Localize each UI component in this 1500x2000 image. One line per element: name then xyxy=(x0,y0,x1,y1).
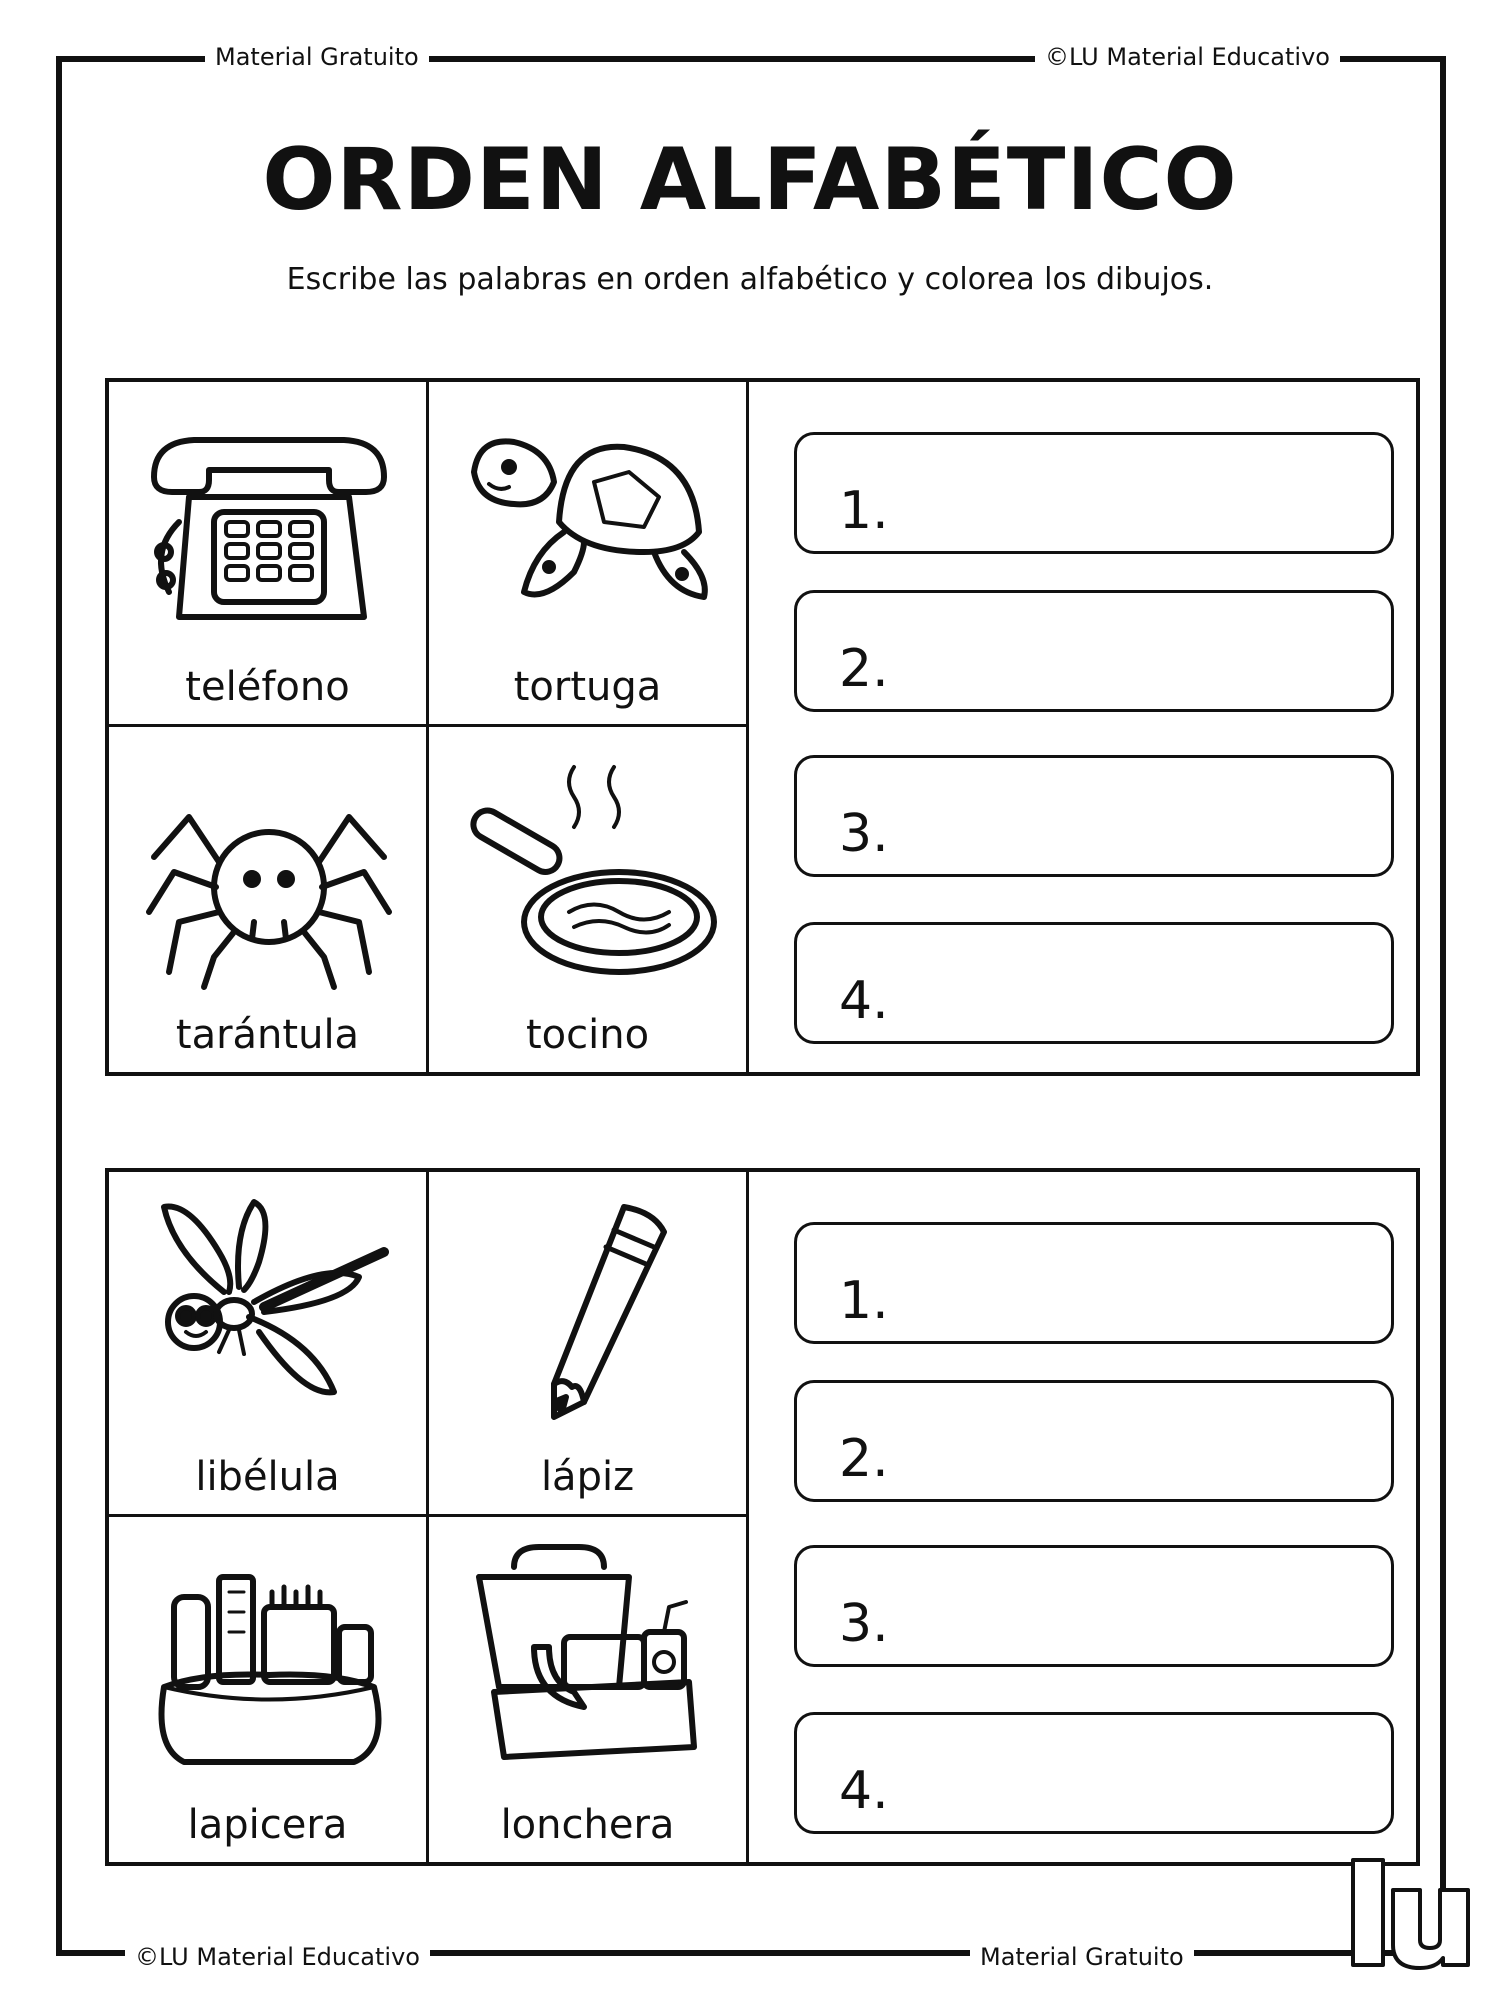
answer-number: 2. xyxy=(839,639,889,699)
dragonfly-icon xyxy=(134,1192,404,1442)
page-title: ORDEN ALFABÉTICO xyxy=(262,130,1238,230)
word-card xyxy=(109,727,429,1072)
footer-right-label: Material Gratuito xyxy=(970,1942,1194,1972)
word-label: tarántula xyxy=(175,1012,360,1058)
pencil-case-icon xyxy=(134,1537,404,1787)
spider-icon xyxy=(134,747,404,997)
footer-left-label: ©LU Material Educativo xyxy=(125,1942,430,1972)
activity-2 xyxy=(105,1168,1420,1866)
bacon-pan-icon xyxy=(454,747,724,997)
answer-number: 2. xyxy=(839,1429,889,1489)
instructions: Escribe las palabras en orden alfabético y colorea los dibujos. xyxy=(286,262,1214,297)
turtle-icon xyxy=(454,402,724,652)
lunchbox-icon xyxy=(454,1537,724,1787)
answer-field[interactable] xyxy=(794,432,1394,554)
header-right-label: ©LU Material Educativo xyxy=(1035,42,1340,72)
answer-number: 4. xyxy=(839,971,889,1031)
answer-number: 1. xyxy=(839,481,889,541)
answer-field[interactable] xyxy=(794,1380,1394,1502)
activity-1 xyxy=(105,378,1420,1076)
answer-field[interactable] xyxy=(794,1222,1394,1344)
answer-field[interactable] xyxy=(794,590,1394,712)
word-label: teléfono xyxy=(185,664,350,710)
answer-number: 4. xyxy=(839,1761,889,1821)
lu-logo-icon xyxy=(1348,1850,1473,1975)
pencil-icon xyxy=(454,1192,724,1442)
word-card xyxy=(429,1172,749,1517)
word-label: lápiz xyxy=(540,1454,635,1500)
word-card xyxy=(109,382,429,727)
word-card xyxy=(429,727,749,1072)
word-label: libélula xyxy=(195,1454,340,1500)
answer-number: 1. xyxy=(839,1271,889,1331)
word-label: lapicera xyxy=(187,1802,348,1848)
answer-field[interactable] xyxy=(794,1712,1394,1834)
word-card xyxy=(429,1517,749,1862)
answer-number: 3. xyxy=(839,804,889,864)
word-label: tocino xyxy=(525,1012,650,1058)
answer-field[interactable] xyxy=(794,755,1394,877)
word-label: tortuga xyxy=(513,664,662,710)
answer-number: 3. xyxy=(839,1594,889,1654)
answer-field[interactable] xyxy=(794,1545,1394,1667)
answer-field[interactable] xyxy=(794,922,1394,1044)
word-label: lonchera xyxy=(500,1802,675,1848)
word-card xyxy=(109,1517,429,1862)
word-card xyxy=(429,382,749,727)
telephone-icon xyxy=(134,402,404,652)
header-left-label: Material Gratuito xyxy=(205,42,429,72)
word-card xyxy=(109,1172,429,1517)
